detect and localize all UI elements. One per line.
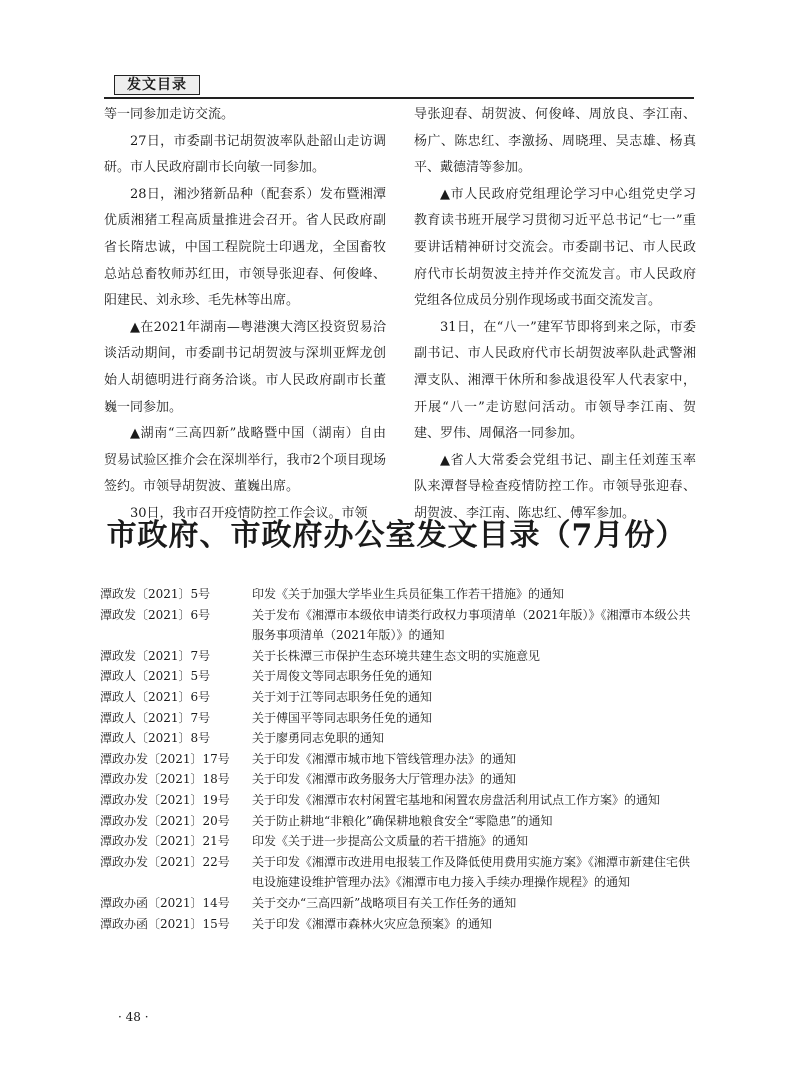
page-number: · 48 · [118,1010,149,1024]
document-number: 潭政人〔2021〕8号 [100,731,211,746]
section-label: 发文目录 [114,75,200,95]
paragraph: ▲市人民政府党组理论学习中心组党史学习教育读书班开展学习贯彻习近平总书记“七一”重要讲话精神研讨交流会。市委副书记、市人民政府代市长胡贺波主持并作交流发言。市人民政府党组各位成员分别作现场或书面交流发言。 [414,186,696,309]
document-number: 潭政办发〔2021〕22号 [100,854,230,869]
paragraph: 31日，在“八一”建军节即将到来之际，市委副书记、市人民政府代市长胡贺波率队赴武警湘潭支队、湘潭干休所和参战退役军人代表家中，开展“八一”走访慰问活动。市领导李江南、贺建、罗伟、周佩洛一同参加。 [414,319,696,442]
document-title: 关于刘于江等同志职务任免的通知 [252,689,433,704]
document-row [100,914,700,935]
document-number: 潭政办发〔2021〕19号 [100,792,230,807]
document-row [100,687,700,708]
right-column [414,102,696,528]
document-title: 关于防止耕地“非粮化”确保耕地粮食安全“零隐患”的通知 [252,813,553,828]
document-number: 潭政办发〔2021〕18号 [100,772,230,787]
paragraph: ▲省人大常委会党组书记、副主任刘莲玉率队来潭督导检查疫情防控工作。市领导张迎春、胡贺波、李江南、陈忠红、傅军参加。 [414,452,696,521]
document-row [100,769,700,790]
paragraph: ▲在2021年湖南—粤港澳大湾区投资贸易洽谈活动期间，市委副书记胡贺波与深圳亚辉龙创始人胡德明进行商务洽谈。市人民政府副市长董巍一同参加。 [104,319,386,415]
document-row [100,666,700,687]
document-row [100,811,700,832]
document-row [100,708,700,729]
document-title: 关于印发《湘潭市森林火灾应急预案》的通知 [252,916,493,931]
document-number: 潭政办发〔2021〕20号 [100,813,230,828]
document-number: 潭政发〔2021〕5号 [100,587,211,601]
document-number: 潭政人〔2021〕6号 [100,689,211,704]
document-list [100,584,700,934]
document-title: 关于印发《湘潭市改进用电报装工作及降低使用费用实施方案》《湘潭市新建住宅供电设施建设维护管理办法》《湘潭市电力接入手续办理操作规程》的通知 [252,854,691,890]
document-row [100,728,700,749]
page-header [104,75,694,97]
document-row [100,831,700,852]
document-title: 关于周俊文等同志职务任免的通知 [252,669,433,684]
document-number: 潭政发〔2021〕7号 [100,648,211,663]
document-title: 印发《关于加强大学毕业生兵员征集工作若干措施》的通知 [252,587,565,601]
document-title: 关于长株潭三市保护生态环境共建生态文明的实施意见 [252,648,541,663]
document-row [100,584,700,605]
paragraph: 27日，市委副书记胡贺波率队赴韶山走访调研。市人民政府副市长向敏一同参加。 [104,133,386,176]
document-row [100,893,700,914]
document-title: 关于廖勇同志免职的通知 [252,731,385,746]
document-title: 关于发布《湘潭市本级依申请类行政权力事项清单（2021年版）》《湘潭市本级公共服务事项清单（2021年版）》的通知 [252,607,691,643]
document-title: 关于傅国平等同志职务任免的通知 [252,710,433,725]
paragraph: 28日，湘沙猪新品种（配套系）发布暨湘潭优质湘猪工程高质量推进会召开。省人民政府副省长隋忠诚，中国工程院院士印遇龙，全国畜牧总站总畜牧师苏红田，市领导张迎春、何俊峰、阳建民、刘永珍、毛先林等出席。 [104,186,386,309]
document-title: 关于印发《湘潭市农村闲置宅基地和闲置农房盘活利用试点工作方案》的通知 [252,792,661,807]
document-number: 潭政人〔2021〕5号 [100,669,211,684]
paragraph: 等一同参加走访交流。 [104,107,235,122]
document-title: 印发《关于进一步提高公文质量的若干措施》的通知 [252,834,529,849]
document-row [100,605,700,646]
paragraph: ▲湖南“三高四新”战略暨中国（湖南）自由贸易试验区推介会在深圳举行，我市2个项目现场签约。市领导胡贺波、董巍出席。 [104,426,386,495]
document-number: 潭政办函〔2021〕15号 [100,916,230,931]
document-title: 关于印发《湘潭市城市地下管线管理办法》的通知 [252,751,517,766]
document-number: 潭政办函〔2021〕14号 [100,895,230,910]
document-number: 潭政发〔2021〕6号 [100,607,211,622]
document-title: 关于交办“三高四新”战略项目有关工作任务的通知 [252,895,517,910]
paragraph: 30日，我市召开疫情防控工作会议。市领 [130,505,368,521]
document-number: 潭政人〔2021〕7号 [100,710,211,725]
document-row [100,852,700,893]
document-number: 潭政办发〔2021〕17号 [100,751,230,766]
header-rule [104,97,694,99]
document-row [100,646,700,667]
document-number: 潭政办发〔2021〕21号 [100,834,230,849]
document-row [100,749,700,770]
left-column [104,102,386,528]
document-row [100,790,700,811]
document-title: 关于印发《湘潭市政务服务大厅管理办法》的通知 [252,772,517,787]
paragraph: 导张迎春、胡贺波、何俊峰、周放良、李江南、杨广、陈忠红、李激扬、周晓理、吴志雄、杨真平、戴德清等参加。 [414,107,696,176]
section-title: 市政府、市政府办公室发文目录（7月份） [106,518,687,553]
